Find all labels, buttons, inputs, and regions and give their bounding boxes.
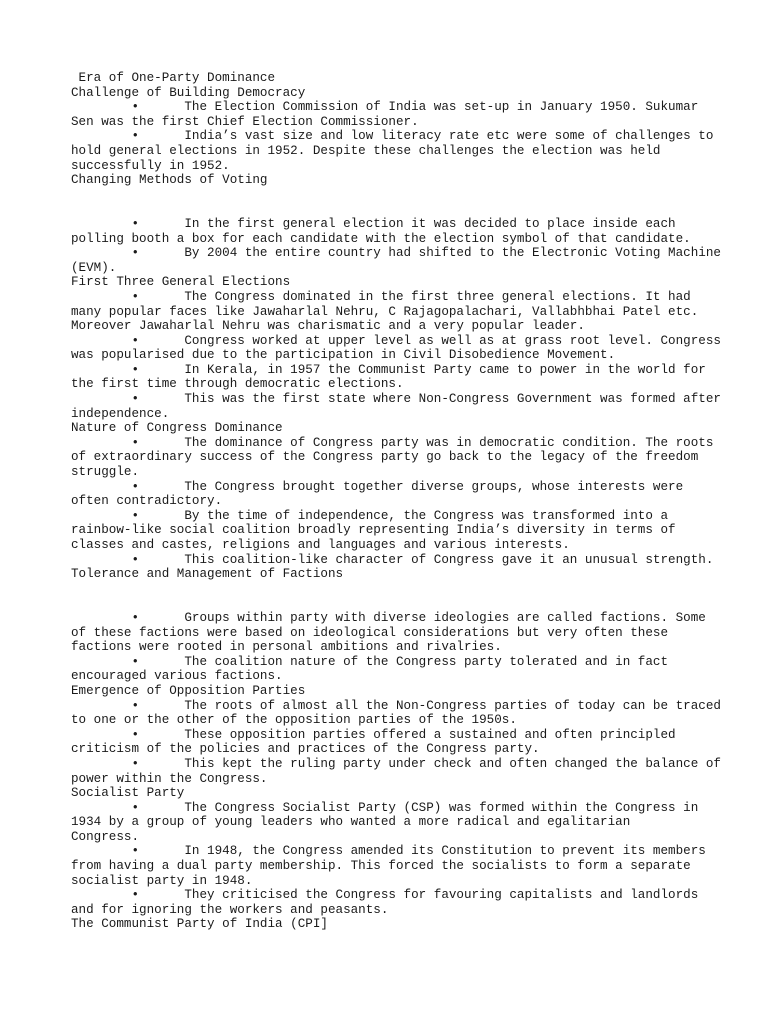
bullet-text-line: hold general elections in 1952. Despite these challenges the election was held (71, 143, 661, 158)
document-body (71, 85, 721, 932)
bullet-text-line: independence. (71, 406, 170, 421)
bullet-item (71, 801, 711, 845)
bullet-text-line: • The Congress dominated in the first three general elections. It had (71, 289, 691, 304)
bullet-text-line: • In the first general election it was decided to place inside each (71, 216, 676, 231)
bullet-item (71, 844, 711, 888)
bullet-text-line: • Groups within party with diverse ideologies are called factions. Some (71, 610, 706, 625)
bullet-item (71, 217, 711, 246)
document-title: Era of One-Party Dominance (71, 71, 276, 85)
bullet-text-line: • The Congress brought together diverse groups, whose interests were (71, 479, 684, 494)
bullet-text-line: • In Kerala, in 1957 the Communist Party came to power in the world for (71, 362, 706, 377)
section (71, 567, 711, 684)
bullet-text-line: and for ignoring the workers and peasants. (71, 902, 389, 917)
bullet-item (71, 363, 711, 392)
section-heading: Challenge of Building Democracy (71, 85, 306, 100)
bullet-text-line: • By the time of independence, the Congress was transformed into a (71, 508, 669, 523)
bullet-text-line: criticism of the policies and practices of the Congress party. (71, 742, 540, 757)
bullet-text-line: • This kept the ruling party under check and often changed the balance of (71, 756, 721, 771)
bullet-item (71, 246, 721, 275)
bullet-text-line: • The dominance of Congress party was in democratic condition. The roots (71, 435, 714, 450)
bullet-text-line: • The coalition nature of the Congress party tolerated and in fact (71, 654, 669, 669)
blank-line (71, 188, 711, 203)
bullet-item (71, 698, 721, 728)
bullet-text-line: • In 1948, the Congress amended its Constitution to prevent its members (71, 844, 706, 859)
section-heading: Nature of Congress Dominance (71, 421, 283, 436)
bullet-text-line: 1934 by a group of young leaders who wanted a more radical and egalitarian (71, 815, 631, 830)
section-heading: Emergence of Opposition Parties (71, 683, 306, 698)
bullet-text-line: polling booth a box for each candidate with the election symbol of that candidate. (71, 231, 691, 246)
section (71, 173, 721, 275)
bullet-text-line: often contradictory. (71, 494, 223, 509)
bullet-text-line: Moreover Jawaharlal Nehru was charismatic and a very popular leader. (71, 319, 585, 334)
bullet-text-line: • The Congress Socialist Party (CSP) was formed within the Congress in (71, 800, 699, 815)
bullet-text-line: from having a dual party membership. This forced the socialists to form a separate (71, 859, 691, 874)
section (71, 421, 714, 567)
bullet-item (71, 756, 721, 786)
section (71, 275, 721, 421)
blank-line (71, 202, 711, 217)
blank-line (71, 582, 711, 597)
bullet-item (71, 290, 711, 334)
section-heading: The Communist Party of India (CPI] (71, 917, 328, 932)
bullet-item (71, 509, 711, 553)
section (71, 786, 711, 917)
section-heading: Socialist Party (71, 786, 185, 801)
bullet-text-line: successfully in 1952. (71, 158, 230, 173)
bullet-text-line: • Congress worked at upper level as well as at grass root level. Congress (71, 333, 721, 348)
bullet-item (71, 552, 714, 568)
bullet-text-line: of these factions were based on ideological considerations but very often these (71, 625, 669, 640)
bullet-text-line: • The Election Commission of India was set-up in January 1950. Sukumar (71, 100, 699, 115)
bullet-text-line: of extraordinary success of the Congress party go back to the legacy of the freedom (71, 450, 699, 465)
bullet-text-line: was popularised due to the participation in Civil Disobedience Movement. (71, 348, 616, 363)
bullet-text-line: rainbow-like social coalition broadly representing India’s diversity in terms of (71, 523, 676, 538)
bullet-text-line: factions were rooted in personal ambitions and rivalries. (71, 640, 502, 655)
document-page (71, 71, 721, 932)
section-heading: Tolerance and Management of Factions (71, 567, 344, 582)
bullet-item (71, 888, 711, 917)
bullet-text-line: struggle. (71, 465, 140, 480)
bullet-text-line: power within the Congress. (71, 771, 268, 786)
bullet-text-line: • By 2004 the entire country had shifted to the Electronic Voting Machine (71, 246, 721, 261)
bullet-text-line: the first time through democratic elections. (71, 377, 404, 392)
bullet-item (71, 333, 721, 363)
section-heading: First Three General Elections (71, 275, 291, 290)
bullet-text-line: socialist party in 1948. (71, 873, 253, 888)
bullet-item (71, 728, 711, 757)
bullet-text-line: many popular faces like Jawaharlal Nehru, C Rajagopalachari, Vallabhbhai Patel etc. (71, 304, 699, 319)
bullet-item (71, 435, 714, 480)
bullet-item (71, 392, 721, 421)
bullet-text-line: Sen was the first Chief Election Commissioner. (71, 114, 419, 129)
bullet-text-line: Congress. (71, 829, 140, 844)
bullet-item (71, 480, 711, 509)
section (71, 683, 721, 786)
bullet-item (71, 611, 711, 655)
bullet-item (71, 129, 714, 173)
bullet-text-line: • The roots of almost all the Non-Congress parties of today can be traced (71, 698, 721, 713)
bullet-text-line: • This coalition-like character of Congress gave it an unusual strength. (71, 552, 714, 567)
blank-line (71, 596, 711, 611)
section (71, 917, 711, 932)
bullet-text-line: • India’s vast size and low literacy rate etc were some of challenges to (71, 129, 714, 144)
bullet-text-line: to one or the other of the opposition parties of the 1950s. (71, 713, 517, 728)
bullet-item (71, 100, 711, 129)
bullet-text-line: • This was the first state where Non-Congress Government was formed after (71, 392, 721, 407)
bullet-text-line: encouraged various factions. (71, 669, 283, 684)
section (71, 85, 714, 174)
bullet-text-line: • These opposition parties offered a sustained and often principled (71, 727, 676, 742)
bullet-text-line: • They criticised the Congress for favouring capitalists and landlords (71, 888, 699, 903)
bullet-text-line: classes and castes, religions and languages and various interests. (71, 538, 570, 552)
bullet-text-line: (EVM). (71, 260, 117, 275)
section-heading: Changing Methods of Voting (71, 173, 268, 188)
bullet-item (71, 655, 711, 684)
